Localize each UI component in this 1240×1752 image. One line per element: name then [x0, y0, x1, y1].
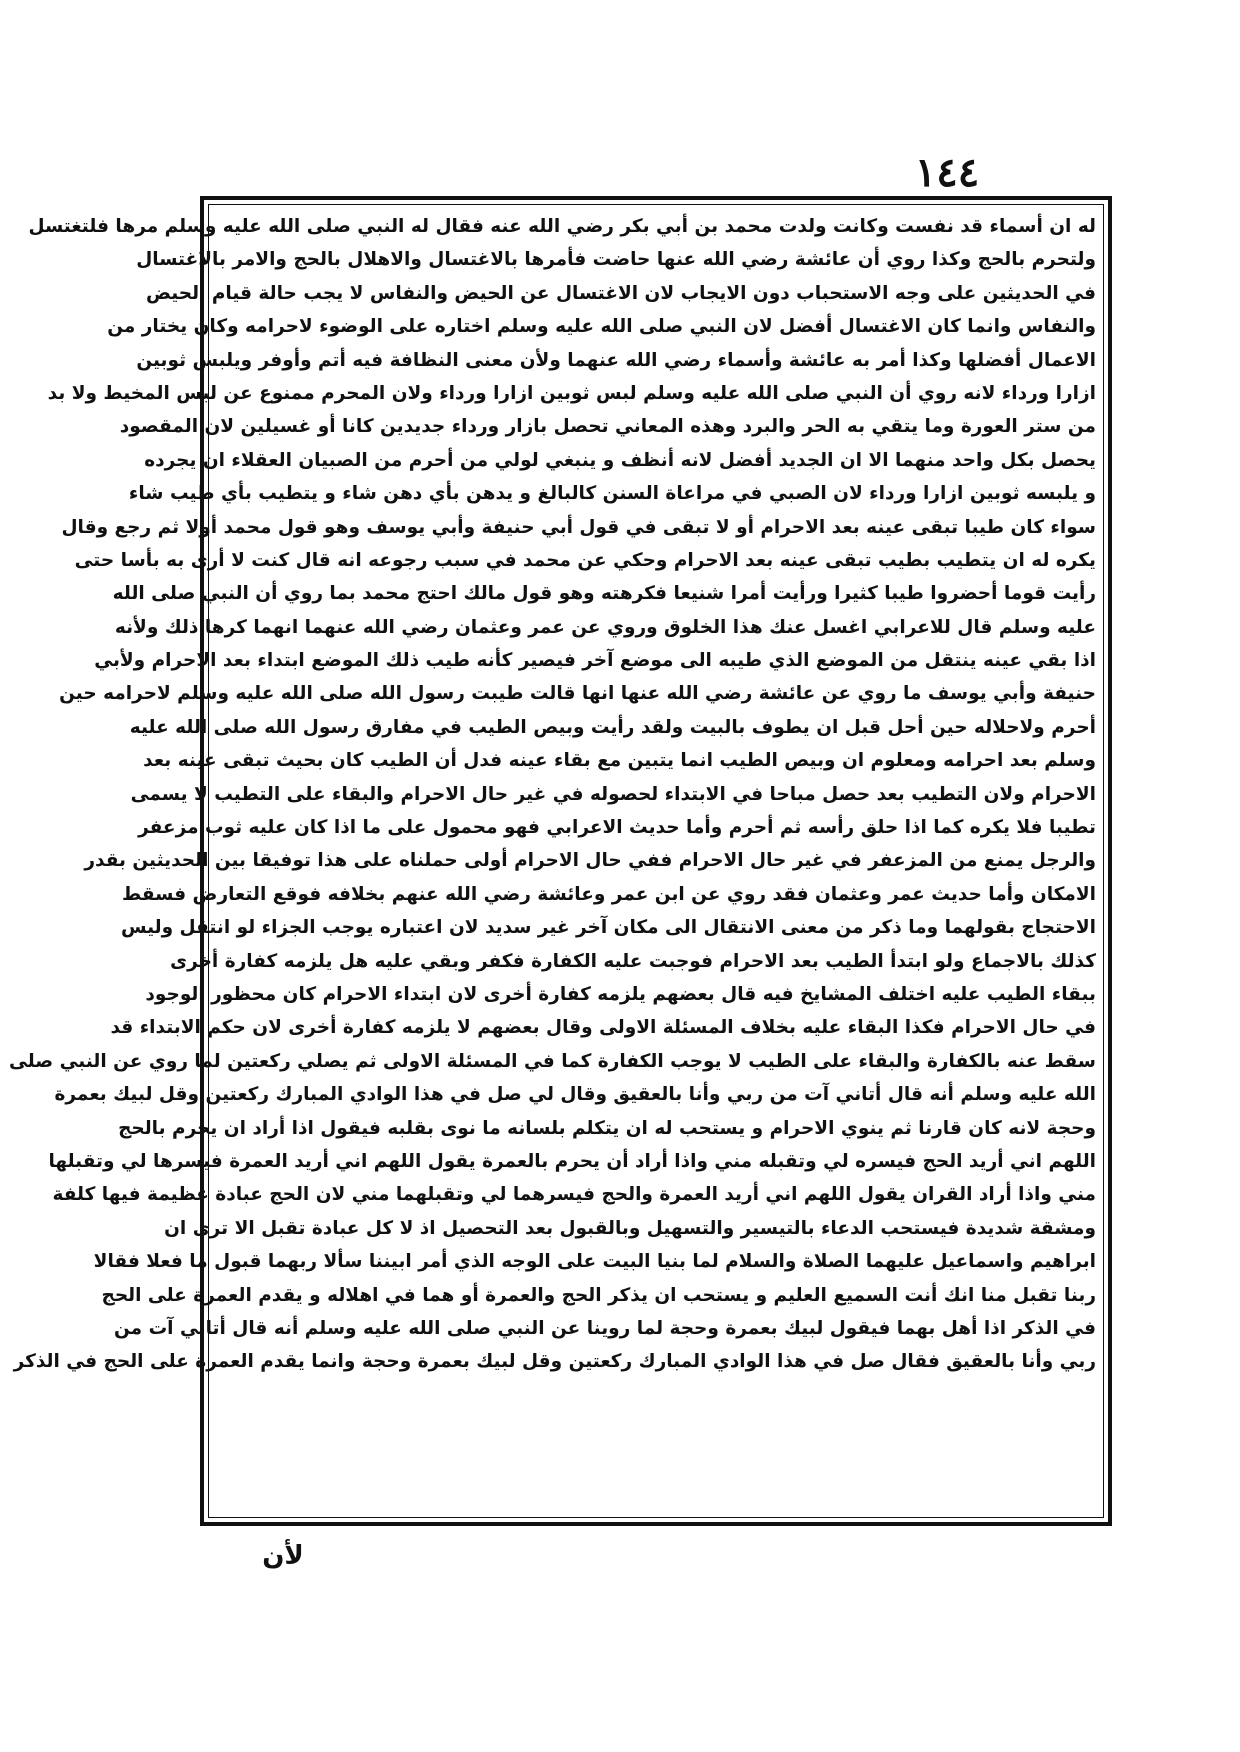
text-line: الاعمال أفضلها وكذا أمر به عائشة وأسماء رضي الله عنهما ولأن معنى النظافة فيه أتم وأوفر ويلبس ثوبين — [136, 349, 1096, 371]
text-line: ولتحرم بالحج وكذا روي أن عائشة رضي الله عنها حاضت فأمرها بالاغتسال والاهلال بالحج والامر بالاغتسال — [136, 249, 1096, 271]
text-line: كذلك بالاجماع ولو ابتدأ الطيب بعد الاحرام فوجبت عليه الكفارة فكفر وبقي عليه هل يلزمه كفارة أخرى — [170, 950, 1096, 972]
text-line: في الحديثين على وجه الاستحباب دون الايجاب لان الاغتسال عن الحيض والنفاس لا يجب حالة قيام الحيض — [145, 282, 1096, 304]
text-line: في الذكر اذا أهل بهما فيقول لبيك بعمرة وحجة لما روينا عن النبي صلى الله عليه وسلم أنه قال أتاني آت من — [114, 1317, 1096, 1339]
text-line: ازارا ورداء لانه روي أن النبي صلى الله عليه وسلم لبس ثوبين ازارا ورداء ولان المحرم ممنوع عن لبس المخيط ولا بد — [47, 382, 1096, 404]
text-line: ابراهيم واسماعيل عليهما الصلاة والسلام لما بنيا البيت على الوجه الذي أمر ابيننا سألا ربهما قبول ما فعلا فقالا — [93, 1251, 1096, 1273]
text-line: من ستر العورة وما يتقي به الحر والبرد وهذه المعاني تحصل بازار ورداء جديدين كانا أو غسيلين لان المقصود — [119, 416, 1096, 438]
text-line: سواء كان طيبا تبقى عينه بعد الاحرام أو لا تبقى في قول أبي حنيفة وأبي يوسف وهو قول محمد أولا ثم رجع وقال — [61, 516, 1096, 538]
text-line: الاحتجاج بقولهما وما ذكر من معنى الانتقال الى مكان آخر غير سديد لان اعتباره يوجب الجزاء لو انتقل وليس — [120, 917, 1096, 939]
text-line: وحجة لانه كان قارنا ثم ينوي الاحرام و يستحب له ان يتكلم بلسانه ما نوى بقلبه فيقول اذا أراد ان يحرم بالحج — [118, 1117, 1096, 1139]
text-line: ربنا تقبل منا انك أنت السميع العليم و يستحب ان يذكر الحج والعمرة أو هما في اهلاله و يقدم العمرة على الحج — [101, 1284, 1096, 1306]
text-line: رأيت قوما أحضروا طيبا كثيرا ورأيت أمرا شنيعا فكرهته وهو قول مالك احتج محمد بما روي أن النبي صلى الله — [112, 583, 1096, 605]
text-line: الاحرام ولان التطيب بعد حصل مباحا في الابتداء لحصوله في غير حال الاحرام والبقاء على التطيب لا يسمى — [130, 783, 1096, 805]
text-line: أحرم ولاحلاله حين أحل قبل ان يطوف بالبيت ولقد رأيت وبيص الطيب في مفارق رسول الله صلى الله عليه — [129, 716, 1096, 738]
text-line: اذا بقي عينه ينتقل من الموضع الذي طيبه الى موضع آخر فيصير كأنه طيب ذلك الموضع ابتداء بعد الاحرام ولأبي — [94, 650, 1096, 672]
text-line: ربي وأنا بالعقيق فقال صل في هذا الوادي المبارك ركعتين وقل لبيك بعمرة وحجة وانما يقدم العمرة على الحج في الذكر — [13, 1351, 1096, 1373]
text-line — [216, 1379, 1096, 1412]
main-text-block — [9, 210, 1096, 1514]
text-line: عليه وسلم قال للاعرابي اغسل عنك هذا الخلوق وروي عن عمر وعثمان رضي الله عنهما انهما كرها ذلك ولأنه — [114, 616, 1096, 638]
text-line: مني واذا أراد القران يقول اللهم اني أريد العمرة والحج فيسرهما لي وتقبلهما مني لان الحج عبادة عظيمة فيها كلفة — [52, 1184, 1096, 1206]
text-line: الامكان وأما حديث عمر وعثمان فقد روي عن ابن عمر وعائشة رضي الله عنهم بخلافه فوقع التعارض فسقط — [122, 883, 1096, 905]
text-line: اللهم اني أريد الحج فيسره لي وتقبله مني واذا أراد أن يحرم بالعمرة يقول اللهم اني أريد العمرة فيسرها لي وتقبلها — [48, 1150, 1096, 1172]
text-line: يحصل بكل واحد منهما الا ان الجديد أفضل لانه أنظف و ينبغي لولي من أحرم من الصبيان العقلاء ان يجرده — [144, 449, 1096, 471]
text-line: يكره له ان يتطيب بطيب تبقى عينه بعد الاحرام وحكي عن محمد في سبب رجوعه انه قال كنت لا أرى به بأسا حتى — [74, 549, 1096, 571]
page-number: ١٤٤ — [914, 149, 980, 196]
text-line: حنيفة وأبي يوسف ما روي عن عائشة رضي الله عنها انها قالت طيبت رسول الله صلى الله عليه وسلم لاحرامه حين — [59, 683, 1096, 705]
text-line: تطيبا فلا يكره كما اذا حلق رأسه ثم أحرم وأما حديث الاعرابي فهو محمول على ما اذا كان عليه ثوب مزعفر — [138, 817, 1096, 839]
text-line: له ان أسماء قد نفست وكانت ولدت محمد بن أبي بكر رضي الله عنه فقال له النبي صلى الله عليه وسلم مرها فلتغتسل — [28, 216, 1096, 237]
text-line: ومشقة شديدة فيستحب الدعاء بالتيسير والتسهيل وبالقبول بعد التحصيل اذ لا كل عبادة تقبل الا ترى ان — [164, 1217, 1096, 1239]
text-line: والنفاس وانما كان الاغتسال أفضل لان النبي صلى الله عليه وسلم اختاره على الوضوء لاحرامه وكان يختار من — [107, 316, 1096, 338]
text-line: في حال الاحرام فكذا البقاء عليه بخلاف المسئلة الاولى وقال بعضهم لا يلزمه كفارة أخرى لان حكم الابتداء قد — [110, 1017, 1096, 1039]
text-line: سقط عنه بالكفارة والبقاء على الطيب لا يوجب الكفارة كما في المسئلة الاولى ثم يصلي ركعتين لما روي عن النبي صلى — [9, 1050, 1096, 1072]
text-line: و يلبسه ثوبين ازارا ورداء لان الصبي في مراعاة السنن كالبالغ و يدهن بأي دهن شاء و يتطيب بأي طيب شاء — [128, 483, 1096, 505]
text-line: الله عليه وسلم أنه قال أتاني آت من ربي وأنا بالعقيق وقال لي صل في هذا الوادي المبارك ركعتين وقل لبيك بعمرة — [54, 1084, 1096, 1106]
text-line: ببقاء الطيب عليه اختلف المشايخ فيه قال بعضهم يلزمه كفارة أخرى لان ابتداء الاحرام كان محظور الوجود — [145, 983, 1096, 1005]
text-line: وسلم بعد احرامه ومعلوم ان وبيص الطيب انما يتبين مع بقاء عينه فدل أن الطيب كان بحيث تبقى عينه بعد — [143, 750, 1096, 772]
catchword: لأن — [262, 1541, 304, 1571]
text-line: والرجل يمنع من المزعفر في غير حال الاحرام ففي حال الاحرام أولى حملناه على هذا توفيقا بين الحديثين بقدر — [84, 850, 1096, 872]
